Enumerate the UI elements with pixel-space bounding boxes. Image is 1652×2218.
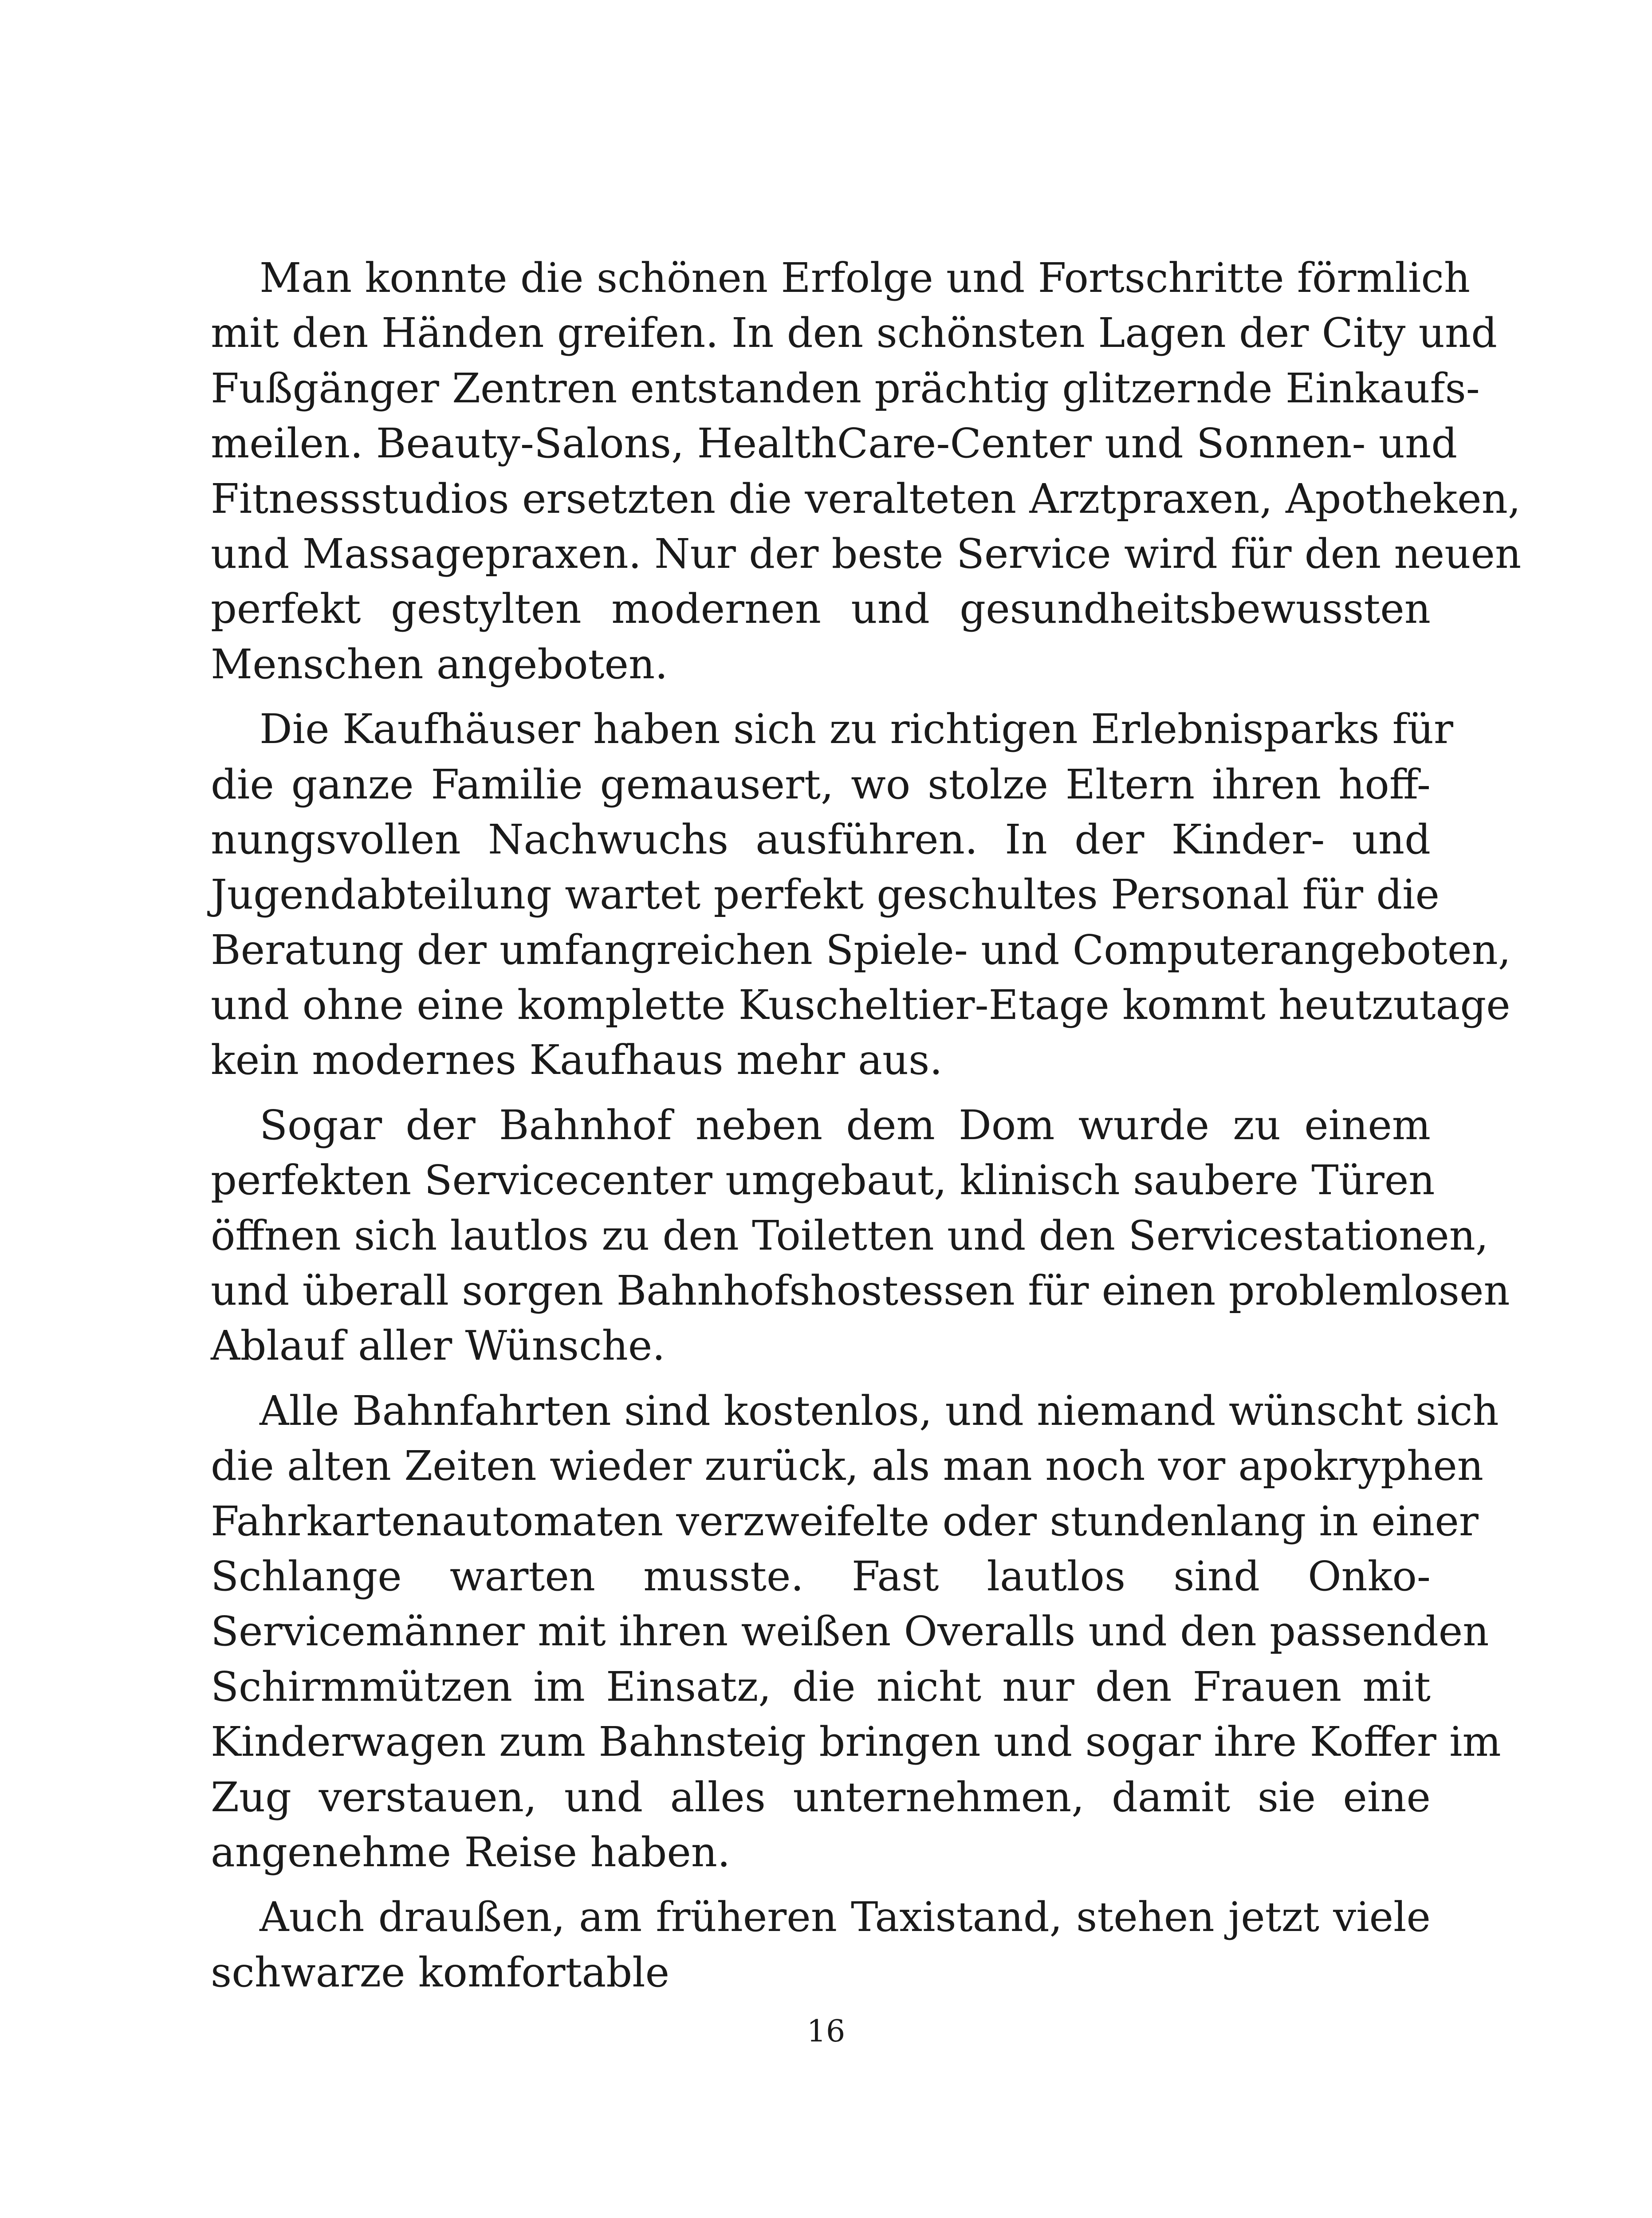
text-line: die ganze Familie gemausert, wo stolze Eltern ihren hoff- [211,760,1431,808]
text-line: Zug verstauen, und alles unternehmen, damit sie eine [211,1773,1431,1821]
paragraph-3 [211,1098,1510,1374]
text-line: die alten Zeiten wieder zurück, als man noch vor apokryphen [211,1442,1484,1490]
text-line: Fahrkartenautomaten verzweifelte oder stundenlang in einer [211,1497,1479,1545]
text-line: öffnen sich lautlos zu den Toiletten und den Servicestationen, [211,1211,1489,1259]
body-text [211,251,1522,2000]
text-line: Man konnte die schönen Erfolge und Fortschritte förmlich [260,254,1471,302]
text-line: und Massagepraxen. Nur der beste Service wird für den neuen [211,530,1522,578]
text-line: Servicemänner mit ihren weißen Overalls und den passenden [211,1608,1489,1656]
page-number: 16 [806,2014,846,2049]
paragraph-5 [211,1890,1431,2000]
text-line: perfekten Servicecenter umgebaut, klinisch saubere Türen [211,1156,1435,1204]
paragraph-gap [211,1374,1431,1384]
text-line: Die Kaufhäuser haben sich zu richtigen Erlebnisparks für [260,705,1453,753]
text-line: Fitnessstudios ersetzten die veralteten Arztpraxen, Apotheken, [211,475,1521,523]
text-line: Ablauf aller Wünsche. [211,1322,665,1370]
text-line: Sogar der Bahnhof neben dem Dom wurde zu einem [260,1101,1431,1149]
text-line: Menschen angeboten. [211,640,668,688]
text-line: Beratung der umfangreichen Spiele- und Computerangeboten, [211,926,1511,974]
paragraph-4 [211,1384,1501,1880]
text-line: kein modernes Kaufhaus mehr aus. [211,1036,943,1084]
text-line: nungsvollen Nachwuchs ausführen. In der Kinder- und [211,815,1431,863]
text-line: und ohne eine komplette Kuscheltier-Etage kommt heutzutage [211,981,1510,1029]
paragraph-gap [211,1088,1431,1098]
paragraph-2 [211,702,1511,1088]
paragraph-gap [211,692,1431,702]
text-line: angenehme Reise haben. [211,1828,731,1876]
text-line: Schlange warten musste. Fast lautlos sind Onko- [211,1552,1431,1600]
text-line: Jugendabteilung wartet perfekt geschultes Personal für die [211,871,1440,919]
text-line: perfekt gestylten modernen und gesundheitsbewussten [211,585,1431,633]
paragraph-gap [211,1880,1431,1890]
text-line: meilen. Beauty-Salons, HealthCare-Center und Sonnen- und [211,420,1458,468]
paragraph-1 [211,251,1522,692]
text-line: mit den Händen greifen. In den schönsten Lagen der City und [211,309,1498,357]
text-line: und überall sorgen Bahnhofshostessen für einen problemlosen [211,1267,1510,1315]
text-line: Alle Bahnfahrten sind kostenlos, und niemand wünscht sich [260,1387,1499,1435]
text-line: Fußgänger Zentren entstanden prächtig glitzernde Einkaufs- [211,364,1480,412]
text-line: schwarze komfortable [211,1948,670,1996]
text-line: Schirmmützen im Einsatz, die nicht nur den Frauen mit [211,1663,1431,1711]
text-line: Kinderwagen zum Bahnsteig bringen und sogar ihre Koffer im [211,1718,1501,1766]
text-line: Auch draußen, am früheren Taxistand, stehen jetzt viele [260,1893,1431,1941]
